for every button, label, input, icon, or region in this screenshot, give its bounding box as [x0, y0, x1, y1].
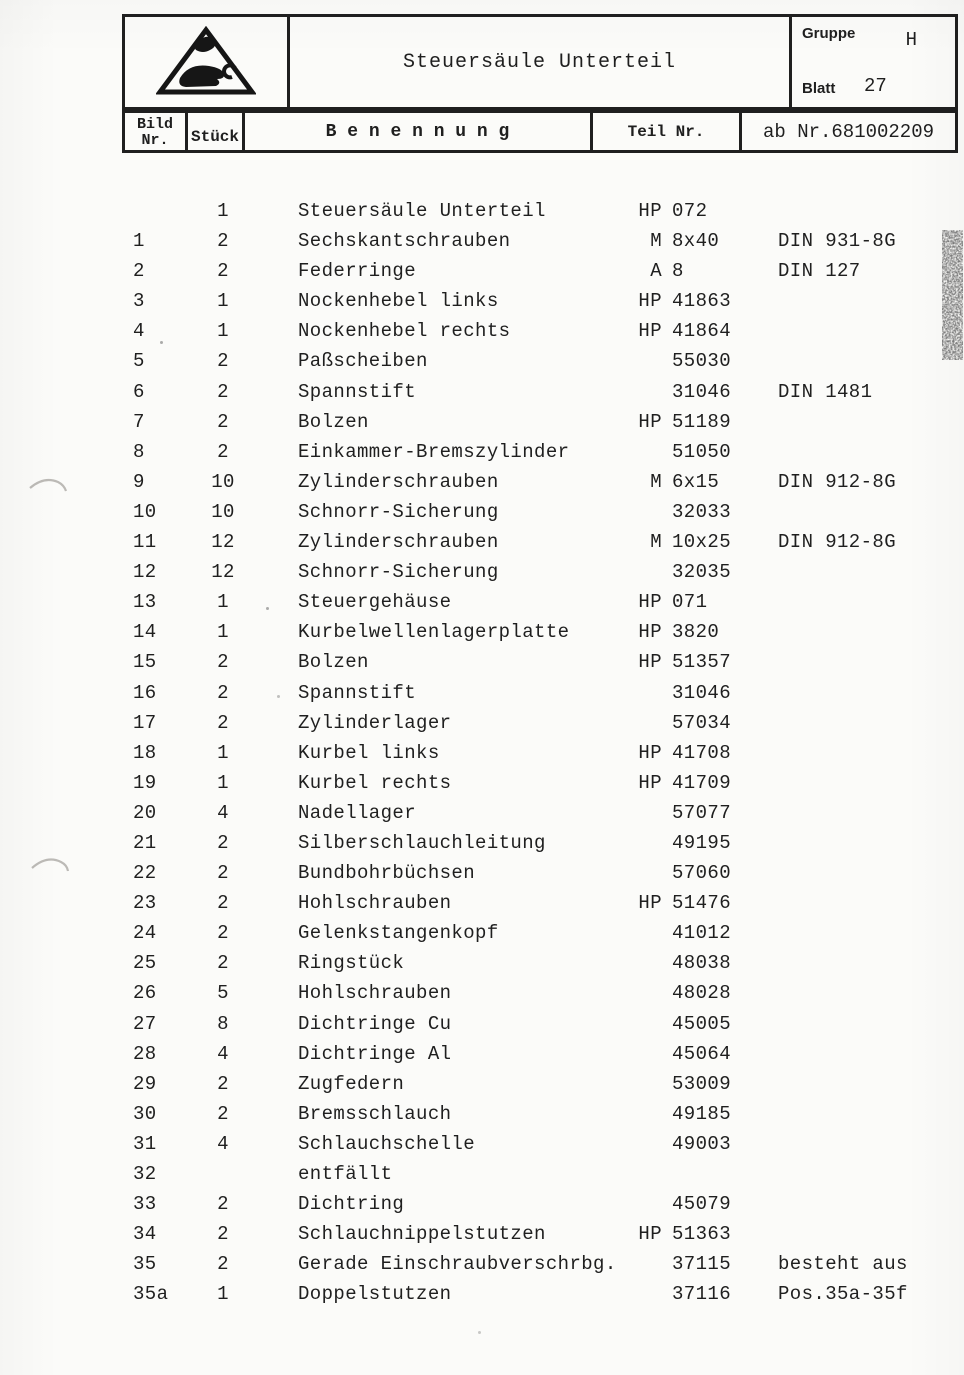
- cell-bild-nr: 29: [133, 1072, 157, 1095]
- column-header-benennung: [245, 113, 593, 150]
- table-row: [0, 437, 964, 467]
- gruppe-value: H: [905, 29, 917, 51]
- cell-teil-nr: 41864: [672, 320, 732, 343]
- cell-note: DIN 127: [778, 260, 861, 283]
- cell-teil-prefix: HP: [638, 771, 662, 794]
- cell-stueck: 2: [217, 922, 229, 945]
- cell-stueck: 2: [217, 350, 229, 373]
- group-blatt-cell: [792, 17, 955, 107]
- cell-bild-nr: 9: [133, 470, 145, 493]
- cell-teil-prefix: HP: [638, 741, 662, 764]
- cell-teil-prefix: HP: [638, 591, 662, 614]
- table-row: [0, 647, 964, 677]
- cell-teil-nr: 51189: [672, 410, 732, 433]
- cell-benennung: Einkammer-Bremszylinder: [298, 440, 570, 463]
- cell-benennung: Gelenkstangenkopf: [298, 922, 499, 945]
- table-row: [0, 828, 964, 858]
- teil-nr-label: Teil Nr.: [627, 122, 705, 141]
- cell-teil-nr: 48028: [672, 982, 732, 1005]
- table-row: [0, 1069, 964, 1099]
- cell-bild-nr: 1: [133, 230, 145, 253]
- cell-benennung: Schnorr-Sicherung: [298, 500, 499, 523]
- cell-note: DIN 931-8G: [778, 230, 897, 253]
- cell-stueck: 4: [217, 801, 229, 824]
- cell-benennung: Kurbel rechts: [298, 771, 452, 794]
- cell-teil-prefix: A: [650, 260, 662, 283]
- table-row: [0, 226, 964, 256]
- cell-benennung: Steuergehäuse: [298, 591, 452, 614]
- cell-teil-nr: 57077: [672, 801, 732, 824]
- cell-teil-nr: 57060: [672, 862, 732, 885]
- scan-speck: [266, 607, 269, 610]
- cell-stueck: 10: [211, 500, 235, 523]
- cell-bild-nr: 7: [133, 410, 145, 433]
- cell-bild-nr: 34: [133, 1223, 157, 1246]
- cell-bild-nr: 12: [133, 561, 157, 584]
- table-row: [0, 377, 964, 407]
- blatt-label: Blatt: [802, 80, 836, 97]
- table-row: [0, 467, 964, 497]
- cell-bild-nr: 14: [133, 621, 157, 644]
- table-row: [0, 1249, 964, 1279]
- cell-teil-nr: 32035: [672, 561, 732, 584]
- table-row: [0, 256, 964, 286]
- cell-teil-nr: 51050: [672, 440, 732, 463]
- cell-stueck: 4: [217, 1132, 229, 1155]
- cell-benennung: Kurbelwellenlagerplatte: [298, 621, 570, 644]
- cell-stueck: 1: [217, 320, 229, 343]
- table-row: [0, 888, 964, 918]
- cell-teil-nr: 48038: [672, 952, 732, 975]
- cell-stueck: 12: [211, 561, 235, 584]
- cell-stueck: 2: [217, 711, 229, 734]
- column-header-bild-nr: [125, 113, 188, 150]
- cell-stueck: 4: [217, 1042, 229, 1065]
- cell-teil-nr: 31046: [672, 380, 732, 403]
- cell-stueck: 1: [217, 741, 229, 764]
- cell-teil-prefix: HP: [638, 621, 662, 644]
- cell-bild-nr: 25: [133, 952, 157, 975]
- cell-benennung: Dichtringe Cu: [298, 1012, 452, 1035]
- benennung-label: B e n e n n u n g: [325, 121, 510, 142]
- cell-benennung: Spannstift: [298, 380, 417, 403]
- table-row: [0, 1039, 964, 1069]
- cell-bild-nr: 23: [133, 892, 157, 915]
- cell-stueck: 2: [217, 1223, 229, 1246]
- cell-benennung: Schlauchnippelstutzen: [298, 1223, 546, 1246]
- cell-teil-nr: 51476: [672, 892, 732, 915]
- table-row: [0, 527, 964, 557]
- cell-teil-nr: 32033: [672, 500, 732, 523]
- cell-benennung: Federringe: [298, 260, 417, 283]
- cell-stueck: 1: [217, 200, 229, 222]
- cell-stueck: 2: [217, 1072, 229, 1095]
- cell-benennung: Schnorr-Sicherung: [298, 561, 499, 584]
- cell-stueck: 1: [217, 771, 229, 794]
- cell-stueck: 2: [217, 230, 229, 253]
- cell-stueck: 2: [217, 410, 229, 433]
- cell-stueck: 1: [217, 290, 229, 313]
- cell-benennung: Schlauchschelle: [298, 1132, 476, 1155]
- cell-bild-nr: 31: [133, 1132, 157, 1155]
- cell-bild-nr: 19: [133, 771, 157, 794]
- scan-smudge: [942, 230, 963, 360]
- cell-teil-nr: 45005: [672, 1012, 732, 1035]
- cell-bild-nr: 32: [133, 1163, 157, 1185]
- cell-stueck: 1: [217, 1283, 229, 1306]
- cell-stueck: 2: [217, 1253, 229, 1276]
- table-row: [0, 918, 964, 948]
- cell-benennung: Bolzen: [298, 410, 369, 433]
- cell-stueck: 2: [217, 831, 229, 854]
- table-row: [0, 858, 964, 888]
- cell-stueck: 2: [217, 862, 229, 885]
- cell-stueck: 2: [217, 651, 229, 674]
- column-header-stueck: [188, 113, 245, 150]
- cell-teil-prefix: HP: [638, 200, 662, 222]
- cell-teil-prefix: HP: [638, 1223, 662, 1246]
- cell-stueck: 2: [217, 260, 229, 283]
- cell-benennung: Nockenhebel links: [298, 290, 499, 313]
- cell-stueck: 2: [217, 1102, 229, 1125]
- cell-teil-nr: 37115: [672, 1253, 732, 1276]
- cell-benennung: Dichtringe Al: [298, 1042, 452, 1065]
- cell-benennung: Gerade Einschraubverschrbg.: [298, 1253, 617, 1276]
- cell-teil-nr: 31046: [672, 681, 732, 704]
- cell-teil-nr: 072: [672, 200, 708, 222]
- table-row: [0, 1129, 964, 1159]
- cell-bild-nr: 21: [133, 831, 157, 854]
- table-row: [0, 948, 964, 978]
- cell-teil-prefix: M: [650, 531, 662, 554]
- cell-bild-nr: 5: [133, 350, 145, 373]
- page-title: Steuersäule Unterteil: [402, 50, 677, 74]
- cell-bild-nr: 22: [133, 862, 157, 885]
- cell-bild-nr: 18: [133, 741, 157, 764]
- cell-stueck: 2: [217, 892, 229, 915]
- form-header: [122, 14, 958, 110]
- cell-bild-nr: 17: [133, 711, 157, 734]
- cell-benennung: Zugfedern: [298, 1072, 405, 1095]
- manufacturer-logo-icon: [156, 26, 256, 98]
- stueck-label: Stück: [190, 128, 239, 146]
- cell-bild-nr: 20: [133, 801, 157, 824]
- bild-label-line2: Nr.: [141, 131, 169, 149]
- scan-speck: [160, 341, 163, 344]
- cell-benennung: Doppelstutzen: [298, 1283, 452, 1306]
- cell-teil-nr: 57034: [672, 711, 732, 734]
- cell-benennung: Kurbel links: [298, 741, 440, 764]
- cell-benennung: Zylinderlager: [298, 711, 452, 734]
- cell-teil-nr: 53009: [672, 1072, 732, 1095]
- cell-benennung: Nockenhebel rechts: [298, 320, 511, 343]
- cell-benennung: Sechskantschrauben: [298, 230, 511, 253]
- blatt-value: 27: [864, 75, 887, 97]
- table-row: [0, 316, 964, 346]
- cell-benennung: Paßscheiben: [298, 350, 428, 373]
- bild-label-line1: Bild: [136, 115, 173, 133]
- cell-teil-nr: 8: [672, 260, 684, 283]
- cell-bild-nr: 35a: [133, 1283, 169, 1306]
- cell-stueck: 5: [217, 982, 229, 1005]
- cell-teil-nr: 45064: [672, 1042, 732, 1065]
- table-row: [0, 1189, 964, 1219]
- table-row: [0, 798, 964, 828]
- cell-bild-nr: 8: [133, 440, 145, 463]
- table-row: [0, 497, 964, 527]
- cell-stueck: 2: [217, 380, 229, 403]
- table-row: [0, 407, 964, 437]
- table-row: [0, 1009, 964, 1039]
- table-row: [0, 1219, 964, 1249]
- table-row: [0, 1159, 964, 1189]
- cell-stueck: 1: [217, 591, 229, 614]
- table-row: [0, 1099, 964, 1129]
- cell-teil-nr: 49185: [672, 1102, 732, 1125]
- cell-teil-prefix: M: [650, 470, 662, 493]
- table-row: [0, 1279, 964, 1309]
- cell-teil-prefix: HP: [638, 290, 662, 313]
- cell-benennung: Bremsschlauch: [298, 1102, 452, 1125]
- cell-bild-nr: 4: [133, 320, 145, 343]
- table-row: [0, 768, 964, 798]
- table-row: [0, 346, 964, 376]
- ab-nr-label: ab Nr.681002209: [762, 120, 935, 143]
- cell-teil-nr: 6x15: [672, 470, 720, 493]
- title-cell: [290, 17, 792, 107]
- cell-teil-nr: 49003: [672, 1132, 732, 1155]
- cell-benennung: entfällt: [298, 1163, 393, 1185]
- cell-bild-nr: 30: [133, 1102, 157, 1125]
- cell-benennung: Silberschlauchleitung: [298, 831, 546, 854]
- cell-benennung: Bolzen: [298, 651, 369, 674]
- parts-table-body: [0, 196, 964, 1309]
- cell-stueck: 10: [211, 470, 235, 493]
- column-header-ab-nr: [742, 113, 955, 150]
- cell-bild-nr: 28: [133, 1042, 157, 1065]
- cell-teil-nr: 55030: [672, 350, 732, 373]
- cell-bild-nr: 3: [133, 290, 145, 313]
- table-row: [0, 587, 964, 617]
- table-row: [0, 286, 964, 316]
- cell-teil-nr: 51363: [672, 1223, 732, 1246]
- cell-teil-nr: 49195: [672, 831, 732, 854]
- cell-bild-nr: 6: [133, 380, 145, 403]
- cell-teil-nr: 41709: [672, 771, 732, 794]
- table-row: [0, 978, 964, 1008]
- cell-bild-nr: 11: [133, 531, 157, 554]
- cell-bild-nr: 33: [133, 1193, 157, 1216]
- cell-benennung: Zylinderschrauben: [298, 470, 499, 493]
- cell-teil-nr: 41708: [672, 741, 732, 764]
- logo-cell: [125, 17, 290, 107]
- table-row: [0, 708, 964, 738]
- cell-note: DIN 912-8G: [778, 470, 897, 493]
- cell-benennung: Dichtring: [298, 1193, 405, 1216]
- cell-benennung: Hohlschrauben: [298, 982, 452, 1005]
- cell-bild-nr: 15: [133, 651, 157, 674]
- cell-stueck: 2: [217, 440, 229, 463]
- cell-teil-prefix: HP: [638, 892, 662, 915]
- cell-bild-nr: 16: [133, 681, 157, 704]
- scan-speck: [277, 695, 280, 698]
- cell-teil-prefix: HP: [638, 320, 662, 343]
- table-header-row: [122, 110, 958, 153]
- cell-stueck: 2: [217, 952, 229, 975]
- cell-teil-nr: 41863: [672, 290, 732, 313]
- cell-stueck: 12: [211, 531, 235, 554]
- cell-bild-nr: 26: [133, 982, 157, 1005]
- table-row: [0, 196, 964, 226]
- cell-teil-nr: 37116: [672, 1283, 732, 1306]
- cell-teil-nr: 071: [672, 591, 708, 614]
- cell-benennung: Nadellager: [298, 801, 417, 824]
- cell-stueck: 2: [217, 1193, 229, 1216]
- cell-benennung: Bundbohrbüchsen: [298, 862, 476, 885]
- cell-bild-nr: 2: [133, 260, 145, 283]
- column-header-teil-nr: [593, 113, 742, 150]
- cell-teil-nr: 45079: [672, 1193, 732, 1216]
- table-row: [0, 678, 964, 708]
- table-row: [0, 738, 964, 768]
- cell-benennung: Hohlschrauben: [298, 892, 452, 915]
- cell-stueck: 2: [217, 681, 229, 704]
- cell-benennung: Spannstift: [298, 681, 417, 704]
- cell-teil-nr: 3820: [672, 621, 720, 644]
- table-row: [0, 557, 964, 587]
- cell-note: Pos.35a-35f: [778, 1283, 908, 1306]
- cell-stueck: 1: [217, 621, 229, 644]
- cell-teil-nr: 51357: [672, 651, 732, 674]
- cell-benennung: Ringstück: [298, 952, 405, 975]
- scan-speck: [478, 1331, 481, 1334]
- cell-bild-nr: 35: [133, 1253, 157, 1276]
- table-row: [0, 617, 964, 647]
- cell-benennung: Zylinderschrauben: [298, 531, 499, 554]
- cell-bild-nr: 13: [133, 591, 157, 614]
- cell-bild-nr: 24: [133, 922, 157, 945]
- cell-note: DIN 1481: [778, 380, 873, 403]
- cell-bild-nr: 27: [133, 1012, 157, 1035]
- gruppe-label: Gruppe: [802, 25, 856, 42]
- cell-teil-prefix: M: [650, 230, 662, 253]
- cell-teil-nr: 41012: [672, 922, 732, 945]
- cell-teil-nr: 8x40: [672, 230, 720, 253]
- cell-teil-prefix: HP: [638, 651, 662, 674]
- cell-benennung: Steuersäule Unterteil: [298, 200, 546, 222]
- cell-bild-nr: 10: [133, 500, 157, 523]
- cell-teil-prefix: HP: [638, 410, 662, 433]
- cell-stueck: 8: [217, 1012, 229, 1035]
- cell-note: besteht aus: [778, 1253, 908, 1276]
- cell-note: DIN 912-8G: [778, 531, 897, 554]
- cell-teil-nr: 10x25: [672, 531, 732, 554]
